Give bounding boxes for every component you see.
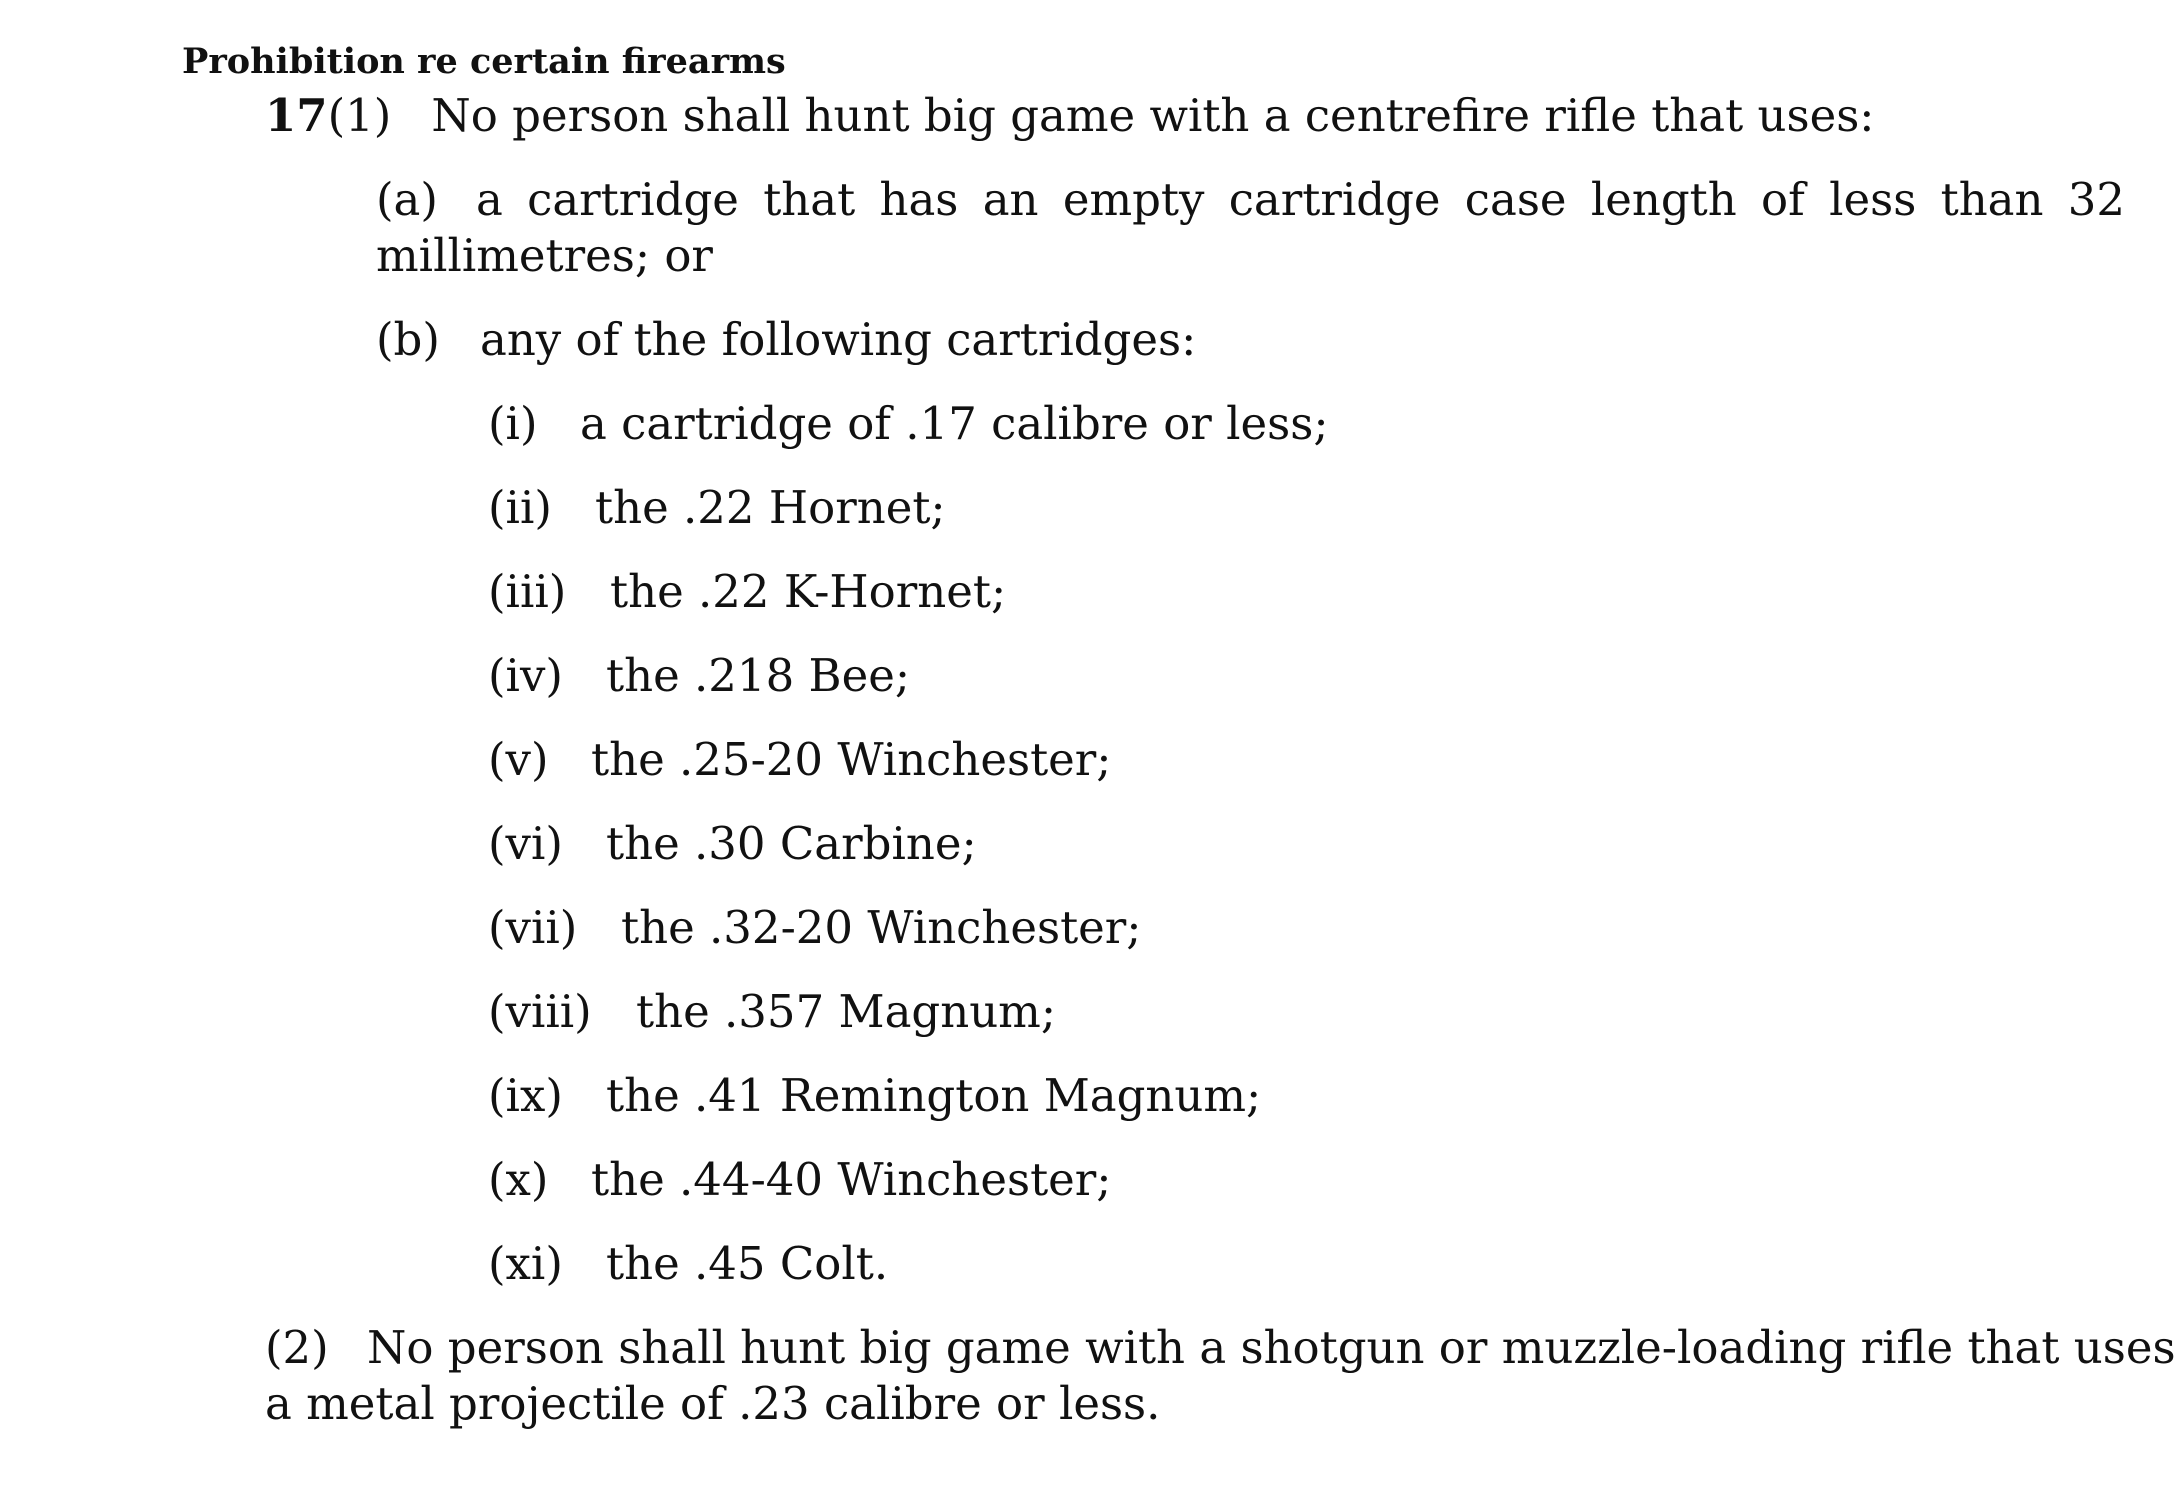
paragraph-b <box>376 312 1196 368</box>
subsection-1 <box>265 88 1874 144</box>
item-text: the .218 Bee; <box>606 649 910 702</box>
list-item <box>488 732 1111 788</box>
item-text: the .25-20 Winchester; <box>591 733 1112 786</box>
item-text: the .22 K-Hornet; <box>610 565 1007 618</box>
item-label: (vii) <box>488 901 578 954</box>
list-item <box>488 984 1056 1040</box>
subsection-2-line-1 <box>265 1320 2176 1376</box>
item-text: the .357 Magnum; <box>636 985 1057 1038</box>
item-label: (ix) <box>488 1069 563 1122</box>
subsection-1-label: (1) <box>327 89 392 142</box>
list-item <box>488 900 1141 956</box>
item-text: the .22 Hornet; <box>595 481 946 534</box>
item-label: (i) <box>488 397 538 450</box>
paragraph-a-line-2 <box>376 228 713 284</box>
paragraph-a-label: (a) <box>376 173 438 226</box>
subsection-2-text-1: No person shall hunt big game with a shotgun or muzzle-loading rifle that uses <box>367 1321 2176 1374</box>
list-item <box>488 480 946 536</box>
item-text: the .41 Remington Magnum; <box>606 1069 1262 1122</box>
item-label: (x) <box>488 1153 549 1206</box>
list-item <box>488 1152 1111 1208</box>
item-label: (viii) <box>488 985 592 1038</box>
subsection-2-label: (2) <box>265 1321 329 1374</box>
item-label: (v) <box>488 733 549 786</box>
section-heading: Prohibition re certain firearms <box>182 41 786 82</box>
section-number: 17 <box>265 89 328 142</box>
item-label: (vi) <box>488 817 563 870</box>
item-text: the .30 Carbine; <box>606 817 977 870</box>
subsection-2-text-2: a metal projectile of .23 calibre or less. <box>265 1377 1161 1430</box>
item-text: the .44-40 Winchester; <box>591 1153 1112 1206</box>
paragraph-a-text-2: millimetres; or <box>376 229 713 282</box>
item-text: the .32-20 Winchester; <box>621 901 1142 954</box>
item-label: (ii) <box>488 481 552 534</box>
list-item <box>488 564 1006 620</box>
paragraph-a-text-1: a cartridge that has an empty cartridge case length of less than 32 <box>476 173 2126 226</box>
list-item <box>488 1236 888 1292</box>
item-label: (iv) <box>488 649 563 702</box>
item-label: (iii) <box>488 565 567 618</box>
subsection-1-text: No person shall hunt big game with a centrefire rifle that uses: <box>431 89 1875 142</box>
paragraph-a-line-1 <box>376 172 2125 228</box>
list-item <box>488 1068 1261 1124</box>
list-item <box>488 648 910 704</box>
list-item <box>488 816 977 872</box>
paragraph-b-text: any of the following cartridges: <box>480 313 1197 366</box>
item-text: a cartridge of .17 calibre or less; <box>580 397 1329 450</box>
item-text: the .45 Colt. <box>606 1237 889 1290</box>
subsection-2-line-2 <box>265 1376 1160 1432</box>
paragraph-b-label: (b) <box>376 313 440 366</box>
list-item <box>488 396 1328 452</box>
item-label: (xi) <box>488 1237 563 1290</box>
